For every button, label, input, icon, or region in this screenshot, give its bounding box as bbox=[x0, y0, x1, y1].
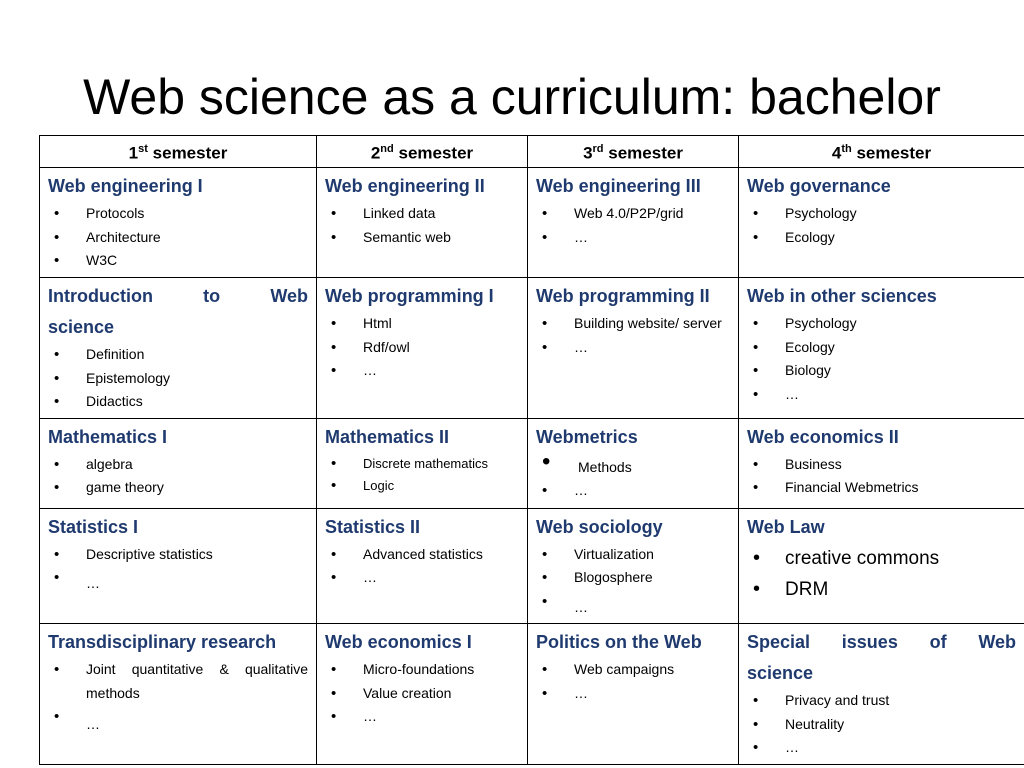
topic-item: • Descriptive statistics bbox=[48, 543, 308, 567]
topic-item: • … bbox=[536, 336, 730, 360]
topic-item: • Linked data bbox=[325, 202, 519, 226]
topic-list bbox=[325, 202, 519, 249]
topic-list bbox=[747, 543, 1016, 605]
course-title: Web programming I bbox=[325, 286, 494, 306]
course-cell bbox=[40, 418, 317, 508]
course-title: Politics on the Web bbox=[536, 632, 702, 652]
topic-list bbox=[536, 658, 730, 705]
semester-3-header: 3rd semester bbox=[528, 136, 739, 168]
curriculum-table bbox=[39, 135, 1024, 765]
topic-item: • Epistemology bbox=[48, 367, 308, 391]
course-title: Web Law bbox=[747, 516, 825, 537]
table-row bbox=[40, 508, 1024, 624]
topic-item: • Didactics bbox=[48, 390, 308, 414]
topic-item: • Protocols bbox=[48, 202, 308, 226]
course-title: Mathematics II bbox=[325, 426, 450, 447]
course-title: Web governance bbox=[747, 176, 891, 196]
topic-item: • … bbox=[48, 566, 308, 596]
course-cell bbox=[528, 278, 739, 419]
course-title: Web engineering II bbox=[325, 176, 485, 196]
course-cell bbox=[40, 508, 317, 624]
topic-item: • … bbox=[325, 705, 519, 729]
topic-item: • creative commons bbox=[747, 543, 1016, 574]
course-title: Statistics II bbox=[325, 516, 421, 537]
semester-4-header: 4th semester bbox=[739, 136, 1024, 168]
course-title: Web engineering I bbox=[48, 176, 203, 196]
topic-item: • algebra bbox=[48, 453, 308, 477]
topic-item: • Rdf/owl bbox=[325, 336, 519, 360]
semester-2-header: 2nd semester bbox=[317, 136, 528, 168]
course-cell bbox=[317, 168, 528, 278]
topic-item: • Biology bbox=[747, 359, 1016, 383]
topic-item: • … bbox=[747, 736, 1016, 760]
course-title: Mathematics I bbox=[48, 426, 168, 447]
course-title-continued: science bbox=[747, 663, 814, 683]
topic-item: • Business bbox=[747, 453, 1016, 477]
course-cell bbox=[40, 278, 317, 419]
topic-list bbox=[325, 658, 519, 729]
course-title: Web in other sciences bbox=[747, 286, 937, 306]
topic-item: • Logic bbox=[325, 475, 519, 497]
topic-item: • Building website/ server bbox=[536, 312, 730, 336]
course-title: Transdisciplinary research bbox=[48, 632, 277, 652]
topic-item: • Architecture bbox=[48, 226, 308, 250]
topic-list bbox=[325, 543, 519, 590]
topic-item: • Advanced statistics bbox=[325, 543, 519, 567]
course-cell bbox=[317, 624, 528, 765]
topic-list bbox=[536, 202, 730, 249]
topic-list bbox=[325, 312, 519, 383]
topic-list bbox=[536, 453, 730, 503]
course-title: Web sociology bbox=[536, 516, 663, 537]
topic-item: • … bbox=[536, 590, 730, 620]
topic-item: • Web 4.0/P2P/grid bbox=[536, 202, 730, 226]
topic-item: • Definition bbox=[48, 343, 308, 367]
topic-list bbox=[536, 543, 730, 620]
course-cell bbox=[528, 624, 739, 765]
course-cell bbox=[40, 624, 317, 765]
course-cell bbox=[739, 508, 1024, 624]
slide-title: Web science as a curriculum: bachelor bbox=[83, 69, 941, 125]
course-title: Web economics II bbox=[747, 426, 899, 447]
topic-item: • Blogosphere bbox=[536, 566, 730, 590]
course-title: Web programming II bbox=[536, 286, 710, 306]
course-title: Webmetrics bbox=[536, 426, 638, 447]
topic-list bbox=[747, 312, 1016, 406]
topic-item: • … bbox=[536, 479, 730, 503]
course-title: Web engineering III bbox=[536, 176, 701, 196]
topic-item: • Value creation bbox=[325, 682, 519, 706]
course-cell bbox=[317, 418, 528, 508]
topic-item: • Ecology bbox=[747, 336, 1016, 360]
topic-item: • Virtualization bbox=[536, 543, 730, 567]
topic-item: • Financial Webmetrics bbox=[747, 476, 1016, 500]
table-row bbox=[40, 418, 1024, 508]
topic-item: • Semantic web bbox=[325, 226, 519, 250]
topic-list bbox=[48, 658, 308, 737]
course-cell bbox=[739, 278, 1024, 419]
table-row bbox=[40, 278, 1024, 419]
topic-item: • … bbox=[747, 383, 1016, 407]
topic-item: • Psychology bbox=[747, 312, 1016, 336]
topic-list bbox=[48, 202, 308, 273]
course-cell bbox=[528, 168, 739, 278]
topic-list bbox=[48, 343, 308, 414]
topic-item: • Methods bbox=[536, 453, 730, 480]
topic-item: • … bbox=[536, 226, 730, 250]
topic-item: • Privacy and trust bbox=[747, 689, 1016, 713]
course-cell bbox=[739, 418, 1024, 508]
topic-list bbox=[536, 312, 730, 359]
topic-list bbox=[747, 689, 1016, 760]
topic-list bbox=[48, 453, 308, 500]
course-cell bbox=[528, 418, 739, 508]
course-cell bbox=[739, 168, 1024, 278]
course-cell bbox=[317, 508, 528, 624]
course-title: Web economics I bbox=[325, 632, 472, 652]
topic-item: • … bbox=[48, 705, 308, 737]
topic-item: • … bbox=[536, 682, 730, 706]
table-row bbox=[40, 168, 1024, 278]
topic-list bbox=[747, 202, 1016, 249]
topic-item: • Micro-foundations bbox=[325, 658, 519, 682]
course-title: Special issues of Web bbox=[747, 632, 1016, 652]
topic-list bbox=[747, 453, 1016, 500]
course-cell bbox=[528, 508, 739, 624]
topic-item: • W3C bbox=[48, 249, 308, 273]
course-title-continued: science bbox=[48, 317, 115, 337]
topic-item: • DRM bbox=[747, 574, 1016, 605]
topic-item: • Psychology bbox=[747, 202, 1016, 226]
topic-list bbox=[48, 543, 308, 596]
topic-item: • Discrete mathematics bbox=[325, 453, 519, 475]
course-title: Introduction to Web bbox=[48, 286, 308, 306]
topic-item: • … bbox=[325, 566, 519, 590]
table-row bbox=[40, 624, 1024, 765]
topic-list bbox=[325, 453, 519, 497]
topic-item: • Neutrality bbox=[747, 713, 1016, 737]
table-header-row bbox=[40, 136, 1024, 168]
topic-item: • Web campaigns bbox=[536, 658, 730, 682]
course-cell bbox=[40, 168, 317, 278]
topic-item: • Ecology bbox=[747, 226, 1016, 250]
topic-item: • Html bbox=[325, 312, 519, 336]
course-cell bbox=[739, 624, 1024, 765]
topic-item: • Joint quantitative & qualitative methods bbox=[48, 658, 308, 705]
topic-item: • game theory bbox=[48, 476, 308, 500]
topic-item: • … bbox=[325, 359, 519, 383]
course-cell bbox=[317, 278, 528, 419]
semester-1-header: 1st semester bbox=[40, 136, 317, 168]
course-title: Statistics I bbox=[48, 516, 139, 537]
